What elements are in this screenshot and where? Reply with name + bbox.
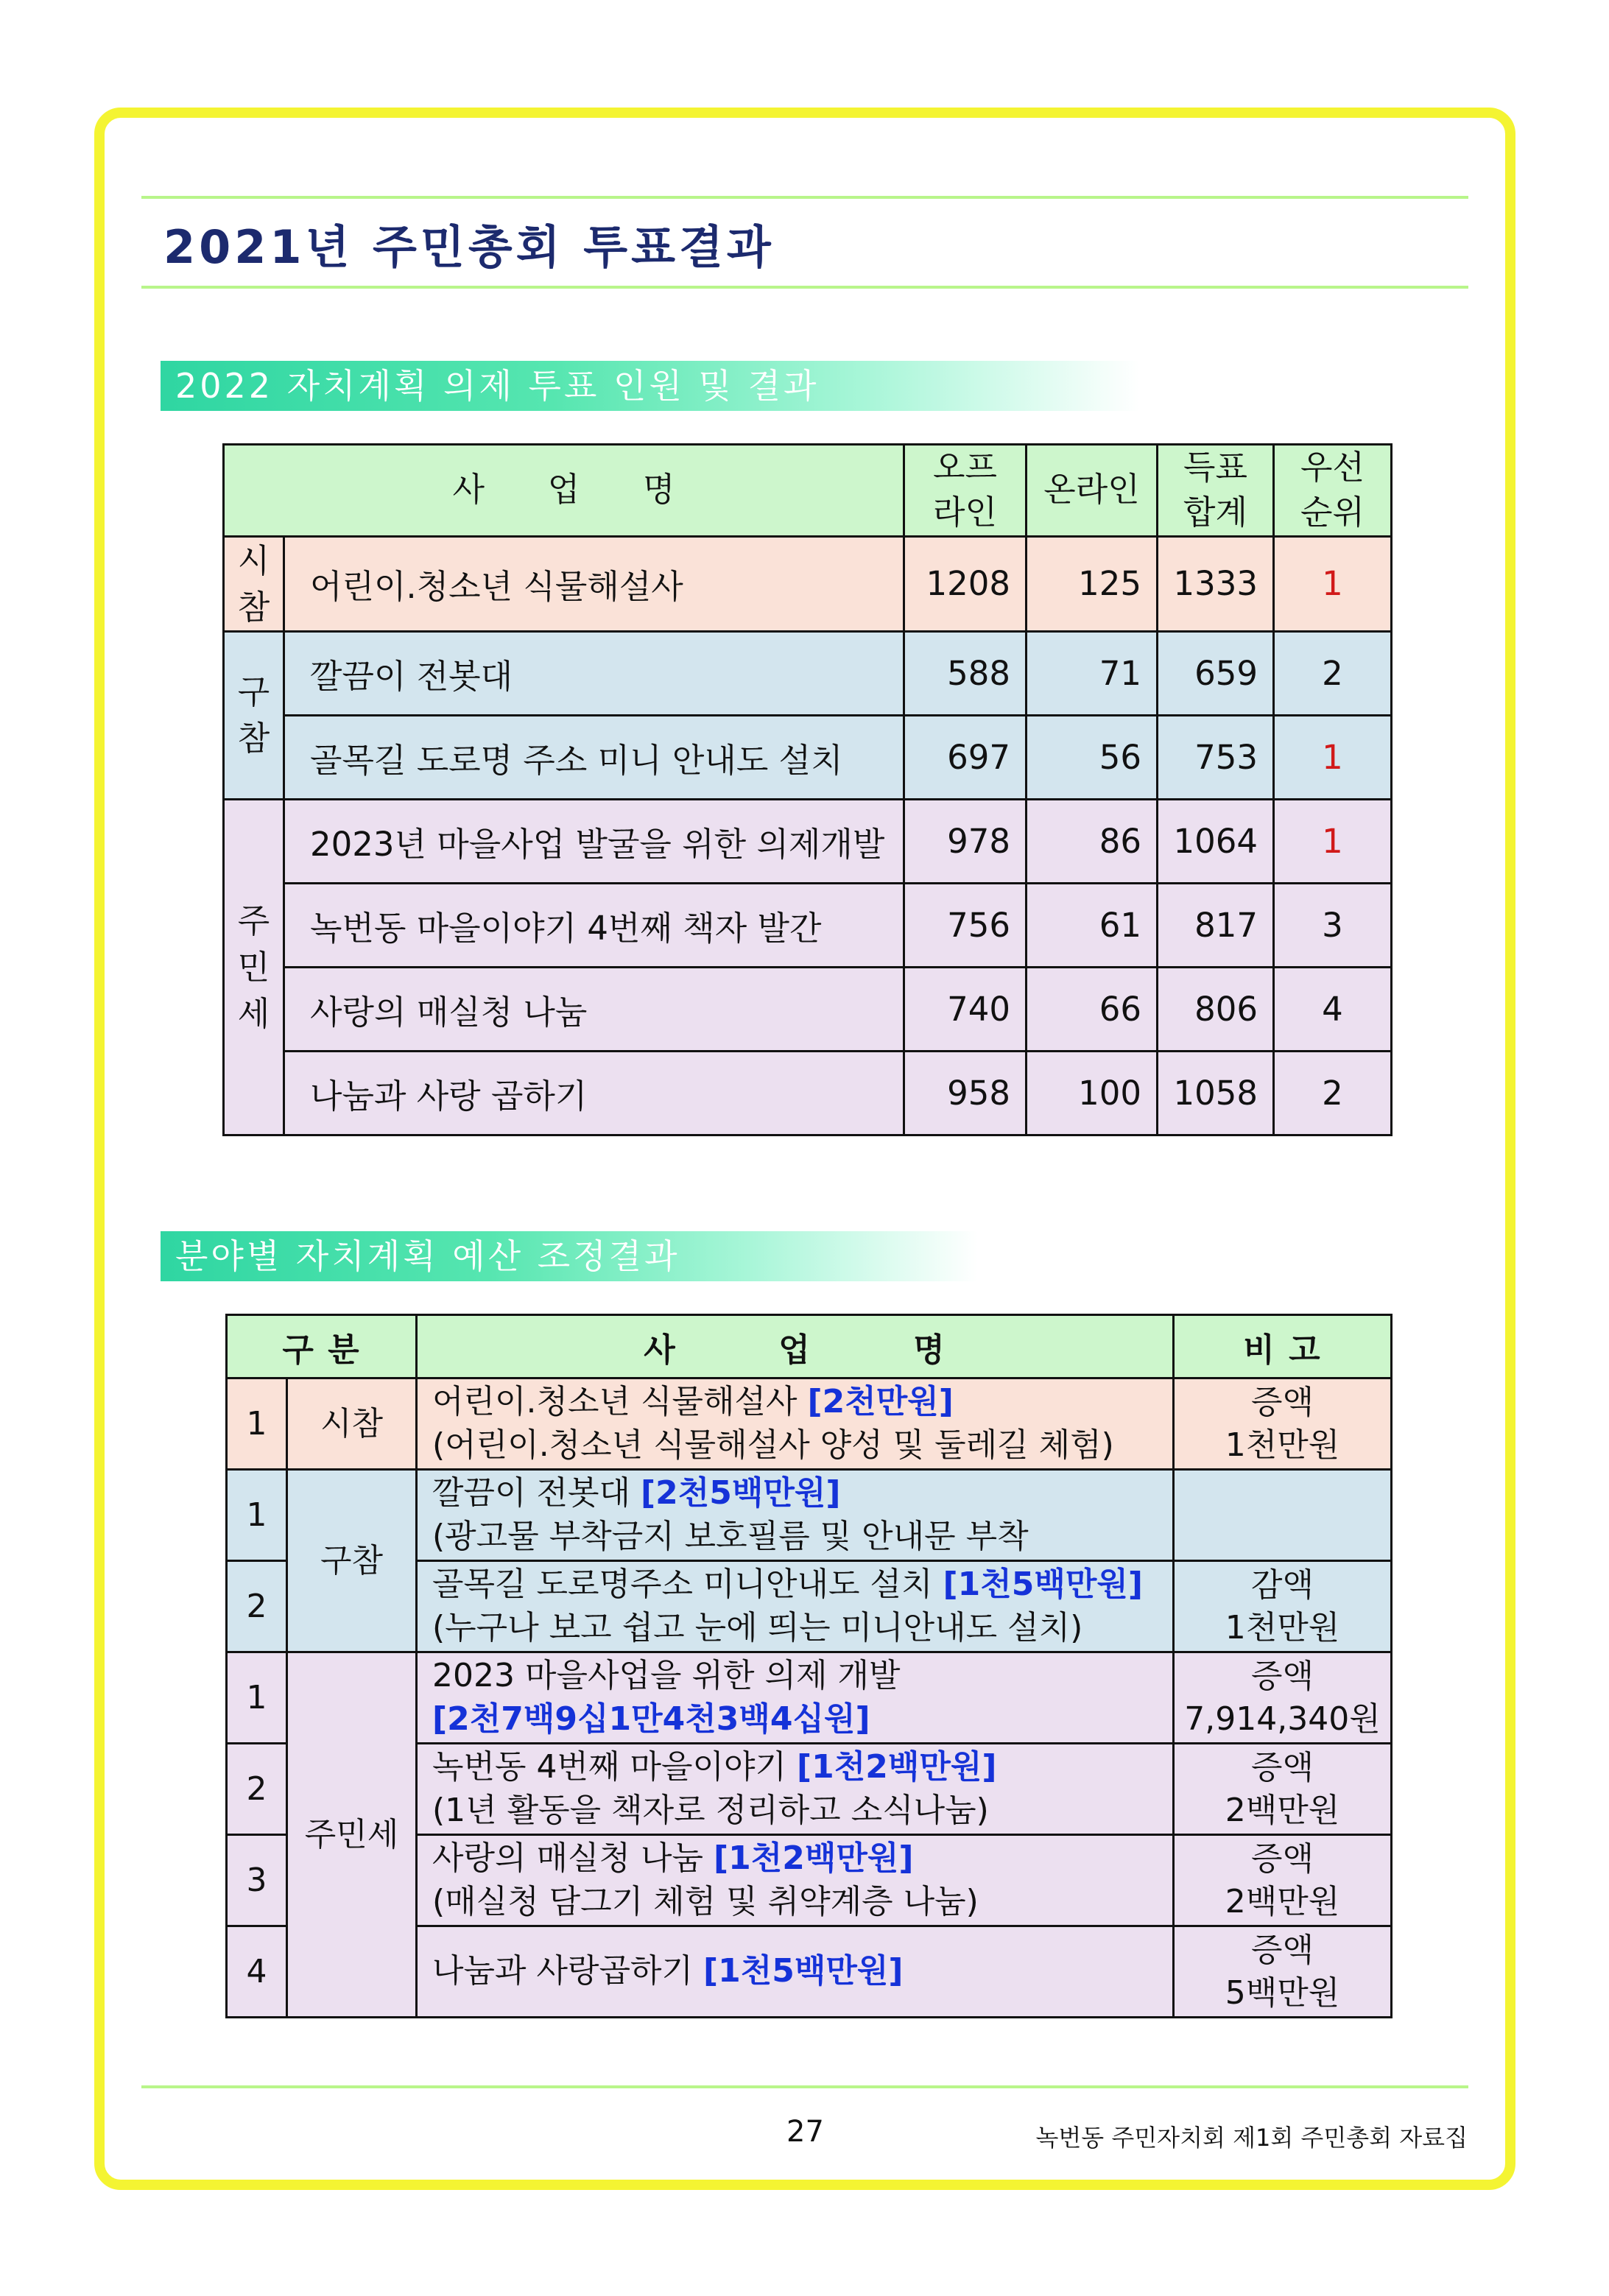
priority-rank: 1 (1274, 715, 1392, 799)
header-total: 득표 합계 (1158, 445, 1274, 537)
total-votes: 1058 (1158, 1051, 1274, 1135)
project-name: 골목길 도로명 주소 미니 안내도 설치 (284, 715, 904, 799)
adjustment-type: 감액 (1251, 1566, 1314, 1605)
header-name: 사 업 명 (417, 1315, 1174, 1378)
category-sicham: 시참 (287, 1378, 417, 1470)
table-row (224, 1051, 1392, 1135)
project-name: 녹번동 4번째 마을이야기 (432, 1748, 798, 1786)
online-votes: 61 (1027, 883, 1158, 967)
total-votes: 806 (1158, 967, 1274, 1051)
header-name: 사 업 명 (224, 445, 904, 537)
row-number: 3 (227, 1835, 287, 1926)
online-votes: 100 (1027, 1051, 1158, 1135)
budget-amount: [1천5백만원] (943, 1566, 1143, 1604)
project-description (417, 1561, 1174, 1652)
adjustment-note (1174, 1835, 1392, 1926)
adjustment-type: 증액 (1251, 1840, 1314, 1878)
adjustment-amount: 1천만원 (1225, 1426, 1340, 1464)
adjustment-note (1174, 1926, 1392, 2018)
project-name: 어린이.청소년 식물해설사 (432, 1383, 808, 1421)
project-name: 2023 마을사업을 위한 의제 개발 (432, 1657, 901, 1695)
project-name: 어린이.청소년 식물해설사 (284, 536, 904, 631)
adjustment-note (1174, 1470, 1392, 1561)
project-name: 녹번동 마을이야기 4번째 책자 발간 (284, 883, 904, 967)
row-number: 4 (227, 1926, 287, 2018)
adjustment-note (1174, 1744, 1392, 1835)
project-name: 사랑의 매실청 나눔 (432, 1839, 714, 1878)
adjustment-amount: 1천만원 (1225, 1608, 1340, 1647)
priority-rank: 1 (1274, 799, 1392, 883)
offline-votes: 1208 (904, 536, 1027, 631)
adjustment-amount: 2백만원 (1225, 1882, 1340, 1920)
table-row (227, 1378, 1392, 1470)
project-name: 나눔과 사랑 곱하기 (284, 1051, 904, 1135)
table-row (227, 1652, 1392, 1744)
budget-table-header (227, 1315, 1392, 1378)
table-row (224, 536, 1392, 631)
page-title: 2021년 주민총회 투표결과 (163, 220, 775, 274)
table-row (224, 883, 1392, 967)
offline-votes: 697 (904, 715, 1027, 799)
total-votes: 817 (1158, 883, 1274, 967)
online-votes: 56 (1027, 715, 1158, 799)
row-number: 1 (227, 1378, 287, 1470)
budget-amount: [1천2백만원] (797, 1748, 997, 1786)
budget-amount: [2천7백9십1만4천3백4십원] (432, 1700, 870, 1738)
adjustment-type: 증액 (1251, 1931, 1314, 1970)
budget-amount: [2천만원] (807, 1383, 954, 1421)
project-detail: (매실청 담그기 체험 및 취약계층 나눔) (432, 1882, 979, 1920)
total-votes: 659 (1158, 631, 1274, 715)
priority-rank: 1 (1274, 536, 1392, 631)
offline-votes: 740 (904, 967, 1027, 1051)
offline-votes: 588 (904, 631, 1027, 715)
offline-votes: 958 (904, 1051, 1027, 1135)
project-detail: (어린이.청소년 식물해설사 양성 및 둘레길 체험) (432, 1426, 1114, 1464)
project-description (417, 1378, 1174, 1470)
document-title: 녹번동 주민자치회 제1회 주민총회 자료집 (1035, 2124, 1468, 2152)
table-row (224, 631, 1392, 715)
adjustment-type: 증액 (1251, 1384, 1314, 1422)
priority-rank: 2 (1274, 631, 1392, 715)
category-sicham: 시 참 (224, 536, 284, 631)
row-number: 1 (227, 1652, 287, 1744)
project-description (417, 1744, 1174, 1835)
project-name: 2023년 마을사업 발굴을 위한 의제개발 (284, 799, 904, 883)
project-detail: (1년 활동을 책자로 정리하고 소식나눔) (432, 1791, 989, 1829)
header-offline: 오프 라인 (904, 445, 1027, 537)
title-bottom-rule (141, 286, 1468, 289)
adjustment-type: 증액 (1251, 1749, 1314, 1787)
table-row (224, 967, 1392, 1051)
adjustment-note (1174, 1652, 1392, 1744)
priority-rank: 4 (1274, 967, 1392, 1051)
category-gucham: 구 참 (224, 631, 284, 799)
budget-amount: [1천5백만원] (703, 1952, 904, 1990)
title-top-rule (141, 196, 1468, 199)
project-detail: (광고물 부착금지 보호필름 및 안내문 부착 (432, 1517, 1029, 1555)
header-online: 온라인 (1027, 445, 1158, 537)
adjustment-note (1174, 1378, 1392, 1470)
project-name: 사랑의 매실청 나눔 (284, 967, 904, 1051)
online-votes: 86 (1027, 799, 1158, 883)
row-number: 2 (227, 1744, 287, 1835)
total-votes: 1333 (1158, 536, 1274, 631)
header-category: 구 분 (227, 1315, 417, 1378)
header-note: 비 고 (1174, 1315, 1392, 1378)
footer-rule (141, 2085, 1468, 2088)
project-name: 나눔과 사랑곱하기 (432, 1952, 704, 1990)
header-rank: 우선 순위 (1274, 445, 1392, 537)
project-description (417, 1470, 1174, 1561)
online-votes: 66 (1027, 967, 1158, 1051)
priority-rank: 2 (1274, 1051, 1392, 1135)
priority-rank: 3 (1274, 883, 1392, 967)
page-number: 27 (786, 2115, 824, 2149)
total-votes: 753 (1158, 715, 1274, 799)
project-description (417, 1926, 1174, 2018)
table-row (224, 799, 1392, 883)
budget-adjustment-table (225, 1314, 1393, 2018)
adjustment-amount: 2백만원 (1225, 1791, 1340, 1829)
budget-amount: [2천5백만원] (641, 1474, 841, 1513)
project-description (417, 1652, 1174, 1744)
vote-result-table (222, 443, 1393, 1136)
section1-title: 2022 자치계획 의제 투표 인원 및 결과 (161, 361, 1140, 411)
vote-table-header (224, 445, 1392, 537)
budget-amount: [1천2백만원] (714, 1839, 914, 1878)
project-name: 깔끔이 전봇대 (284, 631, 904, 715)
project-description (417, 1835, 1174, 1926)
table-row (227, 1470, 1392, 1561)
section2-title: 분야별 자치계획 예산 조정결과 (161, 1231, 978, 1281)
online-votes: 71 (1027, 631, 1158, 715)
offline-votes: 756 (904, 883, 1027, 967)
row-number: 1 (227, 1470, 287, 1561)
adjustment-amount: 5백만원 (1225, 1973, 1340, 2012)
project-detail: (누구나 보고 쉽고 눈에 띄는 미니안내도 설치) (432, 1608, 1083, 1647)
total-votes: 1064 (1158, 799, 1274, 883)
category-gucham: 구참 (287, 1470, 417, 1652)
offline-votes: 978 (904, 799, 1027, 883)
adjustment-note (1174, 1561, 1392, 1652)
table-row (224, 715, 1392, 799)
category-juminse: 주민세 (287, 1652, 417, 2018)
category-juminse: 주 민 세 (224, 799, 284, 1135)
row-number: 2 (227, 1561, 287, 1652)
project-name: 골목길 도로명주소 미니안내도 설치 (432, 1566, 943, 1604)
online-votes: 125 (1027, 536, 1158, 631)
project-name: 깔끔이 전봇대 (432, 1474, 641, 1513)
adjustment-type: 증액 (1251, 1658, 1314, 1696)
adjustment-amount: 7,914,340원 (1184, 1700, 1381, 1738)
